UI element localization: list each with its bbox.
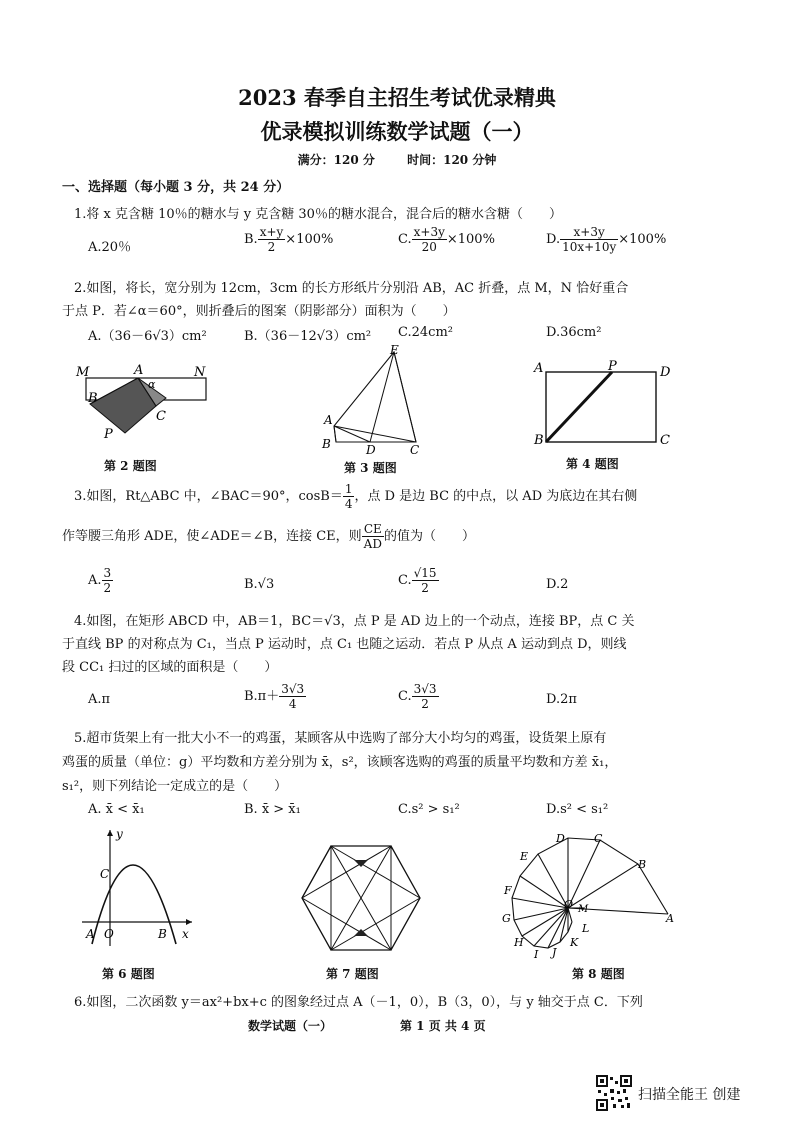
fig8-label-b: B (638, 858, 647, 871)
exam-title-line2: 优录模拟训练数学试题（一） (260, 119, 534, 144)
fig2-label-n: N (194, 365, 206, 380)
q1-option-a: A.20％ (88, 240, 132, 255)
fig8-label-j: J (552, 946, 557, 959)
fig8-label-k: K (570, 936, 579, 949)
q6-line1: 6.如图，二次函数 y＝ax²+bx+c 的图象经过点 A（－1，0），B（3，0），与 y 轴交于点 C．下列 (74, 995, 643, 1010)
fig8-label-c: C (594, 832, 603, 845)
fig6-label-a: A (86, 927, 95, 941)
fig6-label-b: B (158, 927, 167, 941)
q4-line3: 段 CC₁ 扫过的区域的面积是（ ） (62, 660, 278, 675)
qr-code-icon (596, 1075, 632, 1111)
q5-option-a: A. x̄ < x̄₁ (88, 802, 145, 817)
fig8-caption: 第 8 题图 (572, 967, 625, 981)
q4-option-d: D.2π (546, 692, 577, 707)
fig3-label-e: E (390, 344, 399, 357)
fig3-label-c: C (410, 443, 420, 456)
fig2-label-b: B (88, 391, 98, 406)
fig8-label-a: A (666, 912, 674, 925)
q4-option-b: B.π＋ $\frac{3√3}{4}$ (244, 682, 305, 711)
fig8-label-i: I (534, 948, 539, 960)
footer-page: 第 1 页 共 4 页 (400, 1019, 486, 1033)
fig4-label-d: D (660, 365, 671, 380)
fig8-label-m: M (578, 904, 589, 915)
fig3-label-d: D (366, 443, 376, 456)
figure-4 (530, 358, 680, 448)
figure-2 (70, 358, 220, 448)
fig2-label-p: P (104, 427, 113, 442)
fig6-label-o: O (104, 927, 114, 941)
fig2-caption: 第 2 题图 (104, 459, 157, 473)
fig8-label-h: H (514, 936, 524, 949)
q1-stem: 1.将 x 克含糖 10％的糖水与 y 克含糖 30％的糖水混合，混合后的糖水含糖（ ） (74, 207, 562, 222)
q4-line2: 于直线 BP 的对称点为 C₁，当点 P 运动时，点 C₁ 也随之运动．若点 P 从点 A 运动到点 D，则线 (62, 637, 627, 652)
figure-3 (320, 344, 430, 456)
exam-time: 时间：120 分钟 (407, 153, 497, 167)
fig6-label-x: x (182, 927, 189, 941)
fig8-label-f: F (504, 884, 512, 897)
q3-option-b: B.√3 (244, 577, 275, 592)
q5-option-d: D.s² < s₁² (546, 802, 609, 817)
footer-subject: 数学试题（一） (248, 1019, 333, 1033)
full-score: 满分：120 分 (297, 153, 375, 167)
fig3-label-b: B (322, 437, 331, 451)
figure-7 (296, 840, 426, 960)
q5-option-b: B. x̄ > x̄₁ (244, 802, 301, 817)
q5-line1: 5.超市货架上有一批大小不一的鸡蛋，某顾客从中选购了部分大小均匀的鸡蛋，设货架上原有 (74, 731, 607, 746)
fig2-label-c: C (156, 409, 166, 424)
q2-option-b: B.（36－12√3）cm² (244, 329, 372, 344)
q5-option-c: C.s² > s₁² (398, 802, 460, 817)
q1-option-c: C. $\frac{x+3y}{20}$ ×100% (398, 225, 495, 254)
fig6-label-y: y (116, 827, 123, 841)
q3-line1: 3.如图，Rt△ABC 中，∠BAC＝90°，cosB＝ $\frac{1}{4}$ ，点 D 是边 BC 的中点，以 AD 为底边在其右侧 (74, 482, 638, 511)
section-heading: 一、选择题（每小题 3 分，共 24 分） (62, 180, 290, 195)
q3-option-c: C. $\frac{√15}{2}$ (398, 566, 437, 595)
fig4-label-c: C (660, 433, 670, 448)
fig3-label-a: A (324, 413, 333, 427)
q2-line1: 2.如图，将长，宽分别为 12cm，3cm 的长方形纸片分别沿 AB，AC 折叠，点 M，N 恰好重合 (74, 281, 629, 296)
q1-option-d: D. $\frac{x+3y}{10x+10y}$ ×100% (546, 225, 667, 254)
fig2-label-a: A (134, 363, 144, 378)
q4-line1: 4.如图，在矩形 ABCD 中，AB＝1，BC＝√3，点 P 是 AD 边上的一个动点，连接 BP，点 C 关 (74, 614, 635, 629)
fig8-label-d: D (556, 832, 565, 845)
q2-option-c: C.24cm² (398, 325, 453, 340)
fig4-label-a: A (534, 361, 544, 376)
fig8-label-l: L (582, 922, 590, 935)
exam-title-line1: 2023 春季自主招生考试优录精典 (238, 85, 556, 110)
q3-option-d: D.2 (546, 577, 569, 592)
fig7-caption: 第 7 题图 (326, 967, 379, 981)
fig4-caption: 第 4 题图 (566, 457, 619, 471)
q2-line2: 于点 P．若∠α＝60°，则折叠后的图案（阴影部分）面积为（ ） (62, 304, 456, 319)
figure-6 (78, 826, 198, 956)
q2-option-d: D.36cm² (546, 325, 602, 340)
q1-option-b: B. $\frac{x+y}{2}$ ×100% (244, 225, 334, 254)
q3-line2: 作等腰三角形 ADE，使∠ADE＝∠B，连接 CE，则 $\frac{CE}{AD}$ 的值为（ ） (62, 522, 475, 551)
exam-meta (0, 151, 794, 168)
q3-option-a: A. $\frac{3}{2}$ (88, 566, 112, 595)
q4-option-c: C. $\frac{3√3}{2}$ (398, 682, 437, 711)
fig2-label-alpha: α (148, 378, 156, 391)
fig2-label-m: M (76, 365, 90, 380)
q5-line3: s₁²，则下列结论一定成立的是（ ） (62, 779, 288, 794)
q5-line2: 鸡蛋的质量（单位：g）平均数和方差分别为 x̄，s²，该顾客选购的鸡蛋的质量平均数和方差 x̄₁， (62, 755, 618, 770)
fig3-caption: 第 3 题图 (344, 461, 397, 475)
fig8-label-e: E (520, 850, 529, 863)
fig4-label-p: P (608, 359, 617, 374)
fig8-label-o: O (564, 898, 574, 911)
fig6-label-c: C (100, 867, 110, 881)
q4-option-a: A.π (88, 692, 111, 707)
figure-8 (498, 828, 688, 960)
fig8-label-g: G (502, 912, 511, 925)
q2-option-a: A.（36－6√3）cm² (88, 329, 207, 344)
scanner-watermark: 扫描全能王 创建 (638, 1087, 741, 1103)
fig4-label-b: B (534, 433, 544, 448)
fig6-caption: 第 6 题图 (102, 967, 155, 981)
